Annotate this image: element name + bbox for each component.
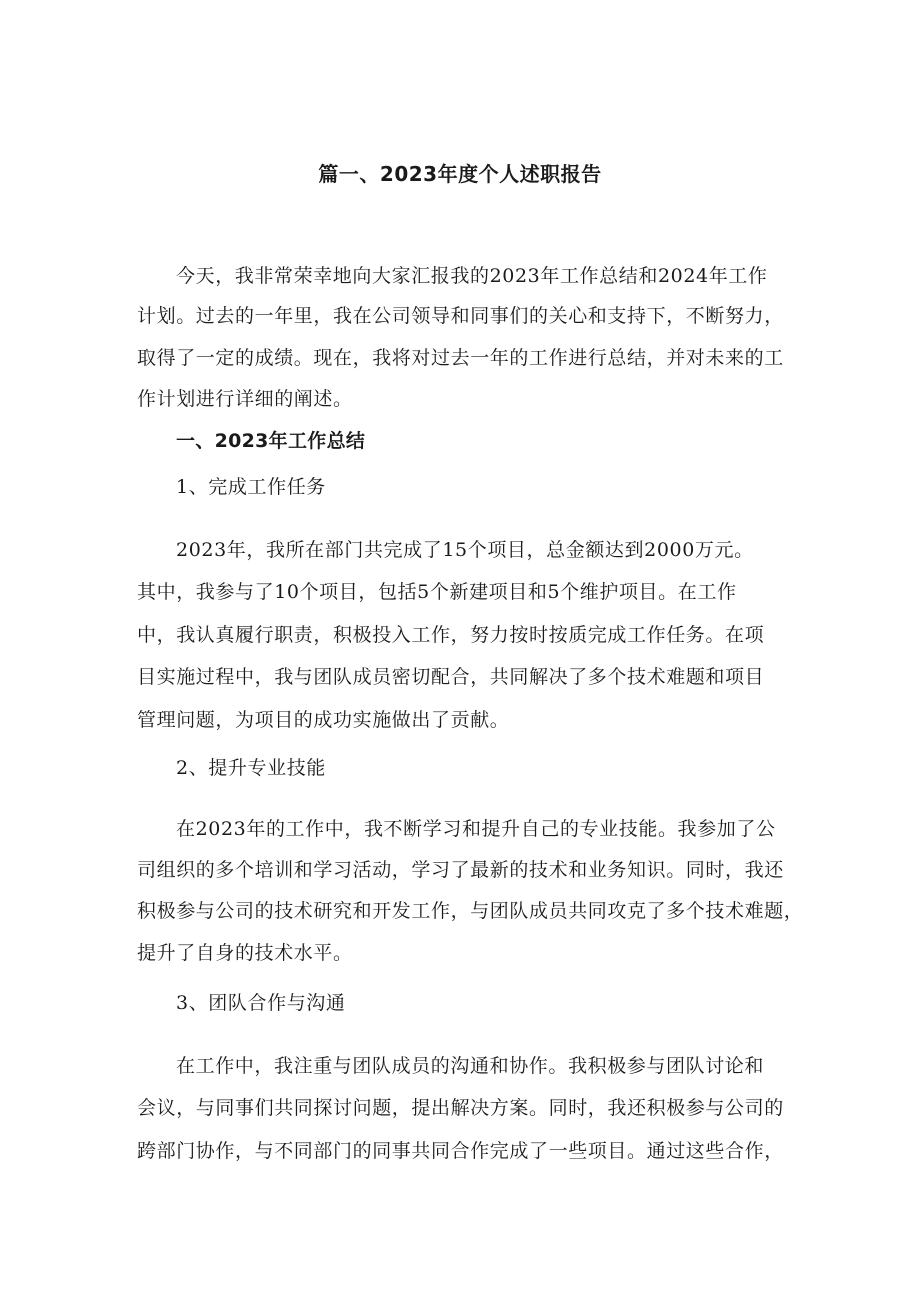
body-line: 计划。过去的一年里，我在公司领导和同事们的关心和支持下，不断努力， — [137, 305, 784, 327]
body-line: 管理问题，为项目的成功实施做出了贡献。 — [137, 709, 510, 731]
body-line: 提升了自身的技术水平。 — [137, 942, 353, 964]
body-line: 目实施过程中，我与团队成员密切配合，共同解决了多个技术难题和项目 — [137, 666, 765, 688]
subsection-heading: 3、团队合作与沟通 — [176, 992, 346, 1014]
body-line: 跨部门协作，与不同部门的同事共同合作完成了一些项目。通过这些合作， — [137, 1140, 784, 1162]
body-line: 今天，我非常荣幸地向大家汇报我的2023年工作总结和2024年工作 — [176, 265, 768, 287]
body-line: 积极参与公司的技术研究和开发工作，与团队成员共同攻克了多个技术难题， — [137, 900, 804, 922]
body-line: 作计划进行详细的阐述。 — [137, 388, 353, 410]
subsection-heading: 2、提升专业技能 — [176, 757, 326, 779]
body-line: 在工作中，我注重与团队成员的沟通和协作。我积极参与团队讨论和 — [176, 1055, 765, 1077]
body-line: 司组织的多个培训和学习活动，学习了最新的技术和业务知识。同时，我还 — [137, 859, 784, 881]
section-heading: 一、2023年工作总结 — [176, 430, 366, 452]
body-line: 取得了一定的成绩。现在，我将对过去一年的工作进行总结，并对未来的工 — [137, 347, 784, 369]
body-line: 在2023年的工作中，我不断学习和提升自己的专业技能。我参加了公 — [176, 818, 776, 840]
body-line: 其中，我参与了10个项目，包括5个新建项目和5个维护项目。在工作 — [137, 581, 737, 603]
body-line: 中，我认真履行职责，积极投入工作，努力按时按质完成工作任务。在项 — [137, 624, 765, 646]
subsection-heading: 1、完成工作任务 — [176, 476, 326, 498]
body-line: 2023年，我所在部门共完成了15个项目，总金额达到2000万元。 — [176, 539, 754, 561]
document-title: 篇一、2023年度个人述职报告 — [318, 162, 602, 186]
body-line: 会议，与同事们共同探讨问题，提出解决方案。同时，我还积极参与公司的 — [137, 1097, 784, 1119]
